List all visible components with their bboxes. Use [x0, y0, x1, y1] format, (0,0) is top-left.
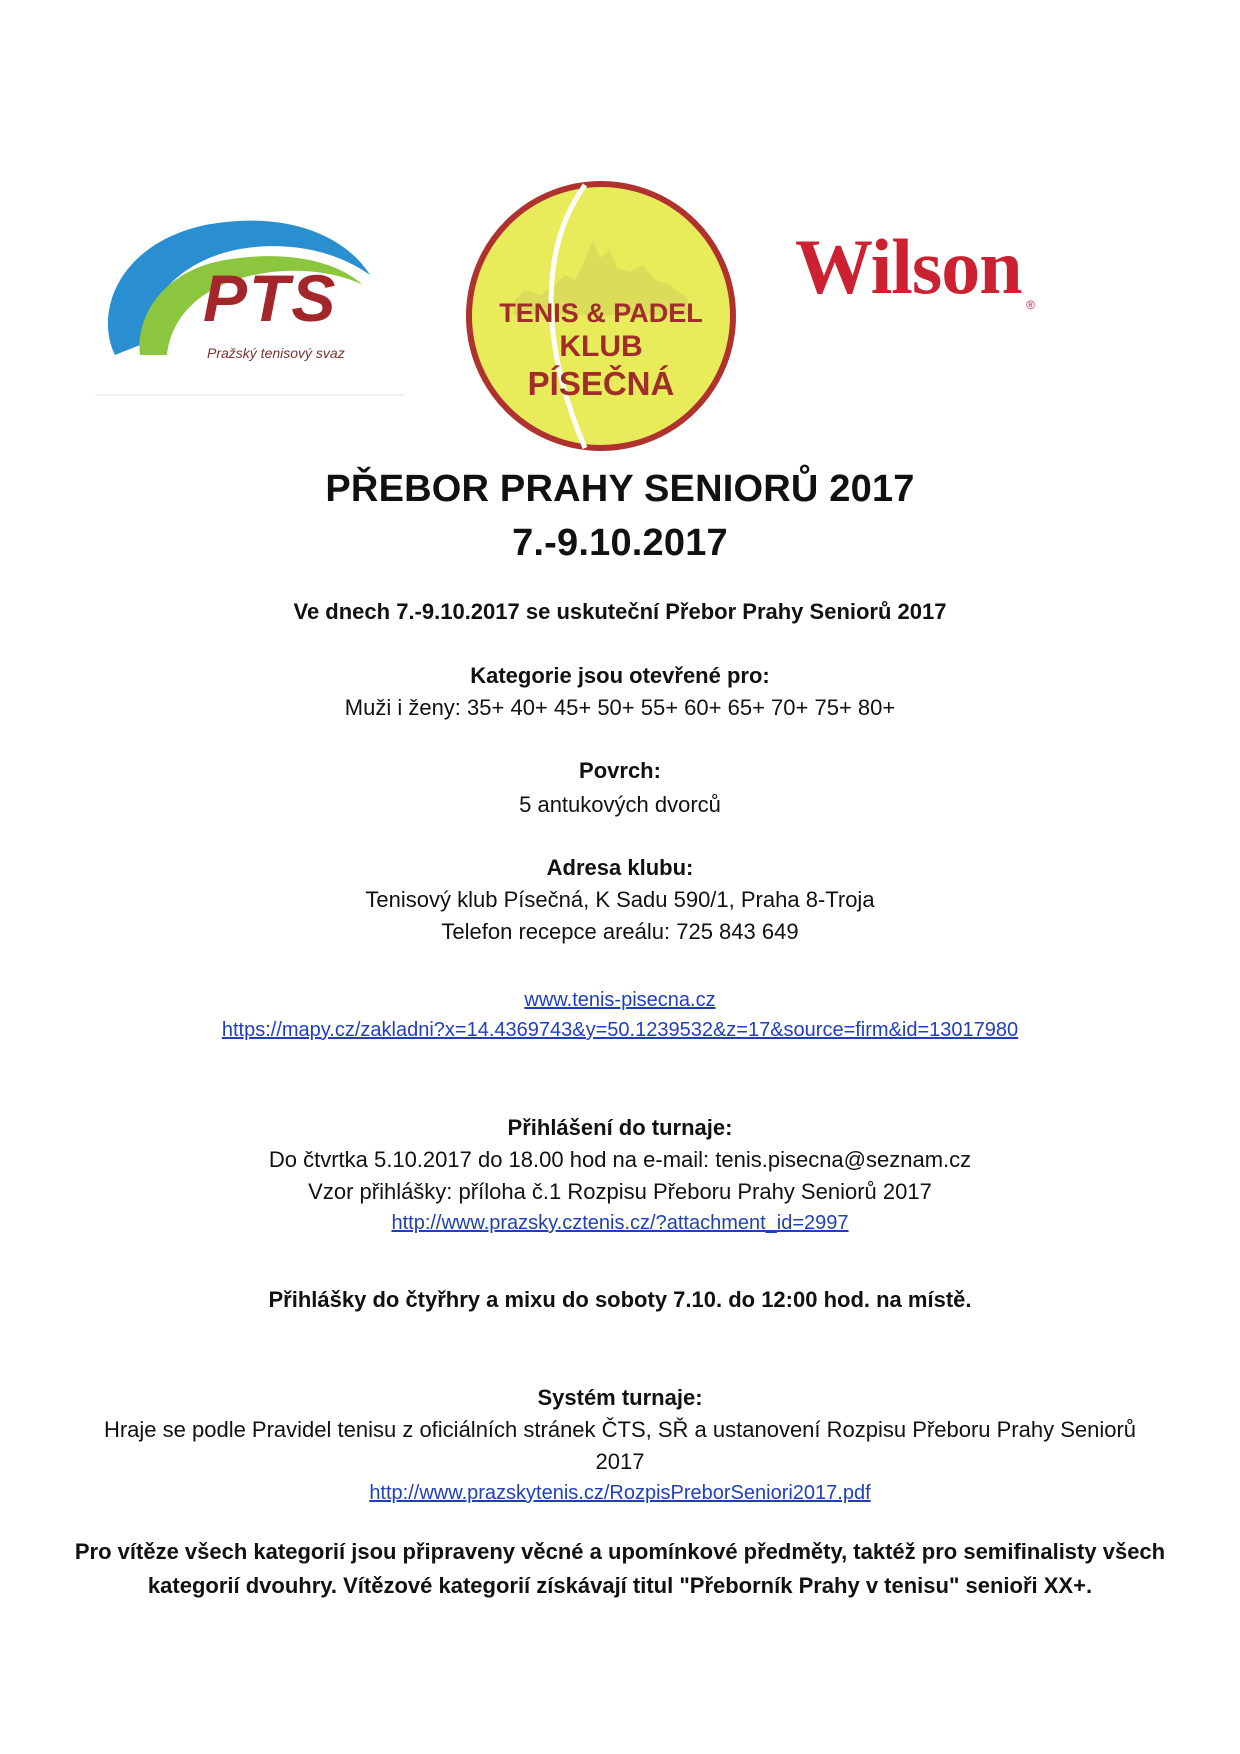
rules-pdf-link[interactable]: http://www.prazskytenis.cz/RozpisPreborSeniori2017.pdf [369, 1482, 871, 1504]
surface-text: 5 antukových dvorců [519, 792, 721, 817]
wilson-logo [795, 222, 1095, 312]
doubles-note: Přihlášky do čtyřhry a mixu do soboty 7.10. do 12:00 hod. na místě. [268, 1287, 972, 1312]
registration-attachment-link[interactable]: http://www.prazsky.cztenis.cz/?attachment_id=2997 [391, 1212, 849, 1234]
categories-section [0, 660, 1240, 724]
registration-section [0, 1112, 1240, 1238]
club-logo-line1: TENIS & PADEL [499, 298, 703, 328]
system-section [0, 1382, 1240, 1508]
system-heading: Systém turnaje: [537, 1385, 703, 1410]
club-logo-line3: PÍSEČNÁ [527, 365, 675, 402]
map-link[interactable]: https://mapy.cz/zakladni?x=14.4369743&y=50.1239532&z=17&source=firm&id=13017980 [221, 1019, 1019, 1041]
categories-text: Muži i ženy: 35+ 40+ 45+ 50+ 55+ 60+ 65+ 70+ 75+ 80+ [344, 695, 896, 720]
categories-heading: Kategorie jsou otevřené pro: [470, 663, 770, 688]
wilson-logo-text: Wilson [795, 223, 1022, 310]
address-links [0, 985, 1240, 1045]
page-title [0, 462, 1240, 570]
wilson-registered-mark: ® [1026, 298, 1035, 312]
pts-logo-text: PTS [203, 261, 338, 335]
pts-logo [95, 205, 405, 400]
prizes-section [0, 1535, 1240, 1603]
registration-template: Vzor přihlášky: příloha č.1 Rozpisu Přeboru Prahy Seniorů 2017 [308, 1179, 932, 1204]
address-phone: Telefon recepce areálu: 725 843 649 [441, 919, 799, 944]
address-line1: Tenisový klub Písečná, K Sadu 590/1, Praha 8-Troja [365, 887, 875, 912]
address-section [0, 852, 1240, 948]
system-text-line2: 2017 [595, 1449, 645, 1474]
surface-heading: Povrch: [579, 758, 661, 783]
prizes-line2: kategorií dvouhry. Vítězové kategorií získávají titul "Přeborník Prahy v tenisu" senioři XX+. [147, 1573, 1093, 1598]
club-website-link[interactable]: www.tenis-pisecna.cz [524, 989, 716, 1011]
registration-heading: Přihlášení do turnaje: [507, 1115, 733, 1140]
system-text-line1: Hraje se podle Pravidel tenisu z oficiálních stránek ČTS, SŘ a ustanovení Rozpisu Přeboru Prahy Seniorů [103, 1417, 1137, 1442]
pts-logo-subtitle: Pražský tenisový svaz [207, 345, 345, 361]
page-title-text: PŘEBOR PRAHY SENIORŮ 2017 [325, 468, 915, 510]
prizes-line1: Pro vítěze všech kategorií jsou připraveny věcné a upomínkové předměty, taktéž pro semifinalisty všech [74, 1539, 1166, 1564]
address-heading: Adresa klubu: [546, 855, 694, 880]
page-title-dates: 7.-9.10.2017 [512, 522, 728, 564]
surface-section [0, 753, 1240, 821]
registration-deadline: Do čtvrtka 5.10.2017 do 18.00 hod na e-mail: tenis.pisecna@seznam.cz [268, 1147, 972, 1172]
club-logo-line2: KLUB [559, 330, 643, 363]
club-logo [465, 180, 737, 452]
intro-text: Ve dnech 7.-9.10.2017 se uskuteční Přebor Prahy Seniorů 2017 [293, 599, 947, 624]
